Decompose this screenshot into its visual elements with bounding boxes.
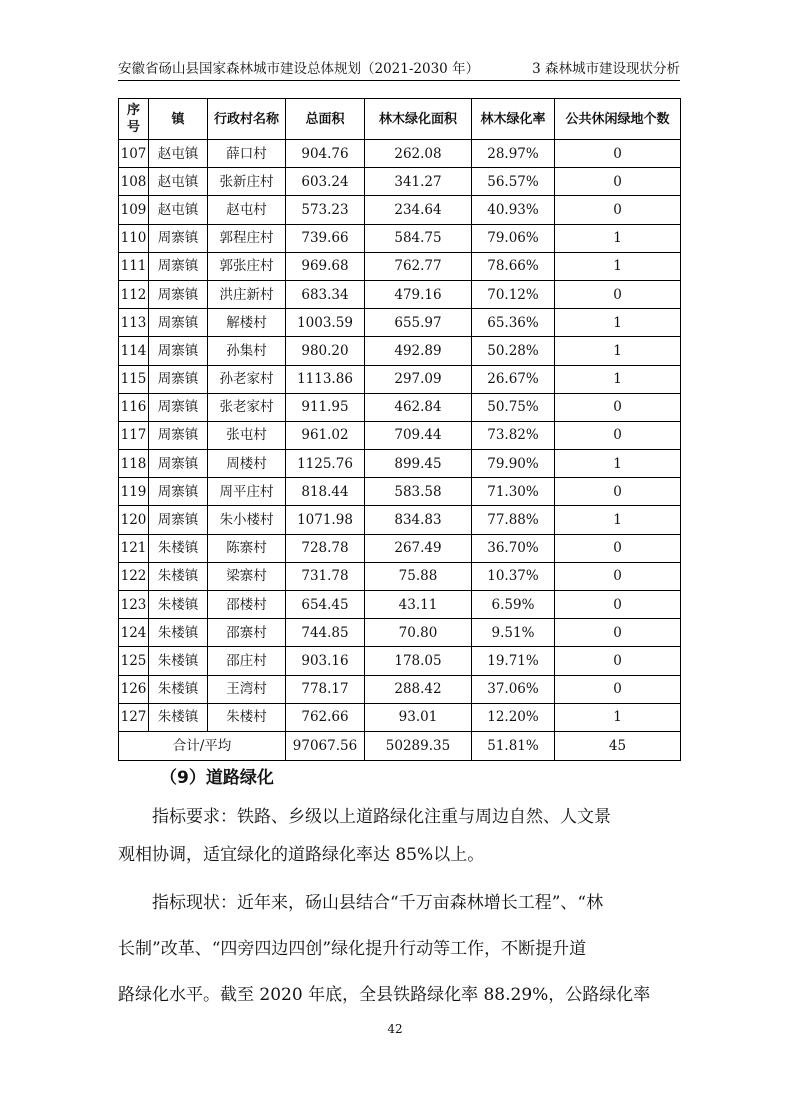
- green-rate: 12.20%: [472, 703, 555, 731]
- park-count: 1: [555, 337, 681, 365]
- page-number: 42: [387, 1022, 403, 1036]
- green-rate: 78.66%: [472, 252, 555, 280]
- paragraph-line: 长制”改革、“四旁四边四创”绿化提升行动等工作，不断提升道: [118, 939, 587, 959]
- table-row: [119, 252, 681, 280]
- row-index: 112: [119, 280, 149, 308]
- green-rate: 40.93%: [472, 196, 555, 224]
- table-body: [119, 140, 681, 732]
- green-rate: 79.90%: [472, 450, 555, 478]
- green-rate: 37.06%: [472, 675, 555, 703]
- park-count: 0: [555, 280, 681, 308]
- village-name: 张屯村: [208, 421, 286, 449]
- total-area: 739.66: [286, 224, 365, 252]
- green-area: 492.89: [365, 337, 472, 365]
- park-count: 0: [555, 478, 681, 506]
- green-area: 262.08: [365, 140, 472, 168]
- green-rate: 79.06%: [472, 224, 555, 252]
- header-document-title: 安徽省砀山县国家森林城市建设总体规划（2021-2030 年）: [118, 61, 480, 77]
- park-count: 0: [555, 140, 681, 168]
- total-area: 969.68: [286, 252, 365, 280]
- village-name: 洪庄新村: [208, 280, 286, 308]
- town-name: 周寨镇: [149, 252, 208, 280]
- paragraph-line: 指标现状：近年来，砀山县结合“千万亩森林增长工程”、“林: [152, 893, 604, 913]
- village-name: 梁寨村: [208, 562, 286, 590]
- total-area: 903.16: [286, 647, 365, 675]
- column-header: 林木绿化面积: [365, 99, 472, 140]
- total-label: 合计/平均: [119, 731, 286, 760]
- total-area: 762.66: [286, 703, 365, 731]
- table-row: [119, 675, 681, 703]
- table-row: [119, 421, 681, 449]
- total-area: 1071.98: [286, 506, 365, 534]
- village-name: 邵楼村: [208, 591, 286, 619]
- town-name: 周寨镇: [149, 506, 208, 534]
- table-row: [119, 309, 681, 337]
- park-count: 1: [555, 224, 681, 252]
- park-count: 0: [555, 168, 681, 196]
- total-area: 980.20: [286, 337, 365, 365]
- column-header: 公共休闲绿地个数: [555, 99, 681, 140]
- green-area: 583.58: [365, 478, 472, 506]
- table-row: [119, 591, 681, 619]
- green-rate: 50.28%: [472, 337, 555, 365]
- total-area: 778.17: [286, 675, 365, 703]
- row-index: 117: [119, 421, 149, 449]
- column-header: 镇: [149, 99, 208, 140]
- village-name: 郭程庄村: [208, 224, 286, 252]
- town-name: 赵屯镇: [149, 168, 208, 196]
- table-row: [119, 450, 681, 478]
- park-count: 0: [555, 393, 681, 421]
- total-area: 573.23: [286, 196, 365, 224]
- village-name: 周平庄村: [208, 478, 286, 506]
- row-index: 123: [119, 591, 149, 619]
- park-count: 1: [555, 365, 681, 393]
- table-row: [119, 280, 681, 308]
- green-rate: 71.30%: [472, 478, 555, 506]
- total-area: 728.78: [286, 534, 365, 562]
- row-index: 115: [119, 365, 149, 393]
- paragraph-line: 观相协调，适宜绿化的道路绿化率达 85%以上。: [118, 845, 485, 865]
- village-name: 解楼村: [208, 309, 286, 337]
- column-header: 林木绿化率: [472, 99, 555, 140]
- total-area: 818.44: [286, 478, 365, 506]
- green-rate: 50.75%: [472, 393, 555, 421]
- green-area: 584.75: [365, 224, 472, 252]
- park-count: 1: [555, 450, 681, 478]
- row-index: 110: [119, 224, 149, 252]
- row-index: 125: [119, 647, 149, 675]
- total-green-area: 50289.35: [365, 731, 472, 760]
- green-area: 93.01: [365, 703, 472, 731]
- park-count: 0: [555, 619, 681, 647]
- table-row: [119, 337, 681, 365]
- town-name: 周寨镇: [149, 478, 208, 506]
- green-area: 341.27: [365, 168, 472, 196]
- table-row: [119, 619, 681, 647]
- green-area: 899.45: [365, 450, 472, 478]
- table-row: [119, 506, 681, 534]
- park-count: 1: [555, 506, 681, 534]
- green-rate: 73.82%: [472, 421, 555, 449]
- total-area: 1003.59: [286, 309, 365, 337]
- town-name: 朱楼镇: [149, 619, 208, 647]
- row-index: 121: [119, 534, 149, 562]
- village-name: 邵庄村: [208, 647, 286, 675]
- table-row: [119, 647, 681, 675]
- column-header: 总面积: [286, 99, 365, 140]
- green-area: 43.11: [365, 591, 472, 619]
- green-area: 762.77: [365, 252, 472, 280]
- row-index: 109: [119, 196, 149, 224]
- village-name: 孙集村: [208, 337, 286, 365]
- town-name: 周寨镇: [149, 280, 208, 308]
- total-area: 654.45: [286, 591, 365, 619]
- park-count: 1: [555, 703, 681, 731]
- village-name: 赵屯村: [208, 196, 286, 224]
- table-row: [119, 562, 681, 590]
- green-rate: 6.59%: [472, 591, 555, 619]
- total-area: 961.02: [286, 421, 365, 449]
- park-count: 0: [555, 591, 681, 619]
- village-name: 陈寨村: [208, 534, 286, 562]
- row-index: 108: [119, 168, 149, 196]
- total-parks: 45: [555, 731, 681, 760]
- village-name: 王湾村: [208, 675, 286, 703]
- town-name: 周寨镇: [149, 450, 208, 478]
- park-count: 0: [555, 421, 681, 449]
- green-area: 834.83: [365, 506, 472, 534]
- village-name: 周楼村: [208, 450, 286, 478]
- village-name: 薛口村: [208, 140, 286, 168]
- town-name: 周寨镇: [149, 309, 208, 337]
- park-count: 0: [555, 196, 681, 224]
- total-area: 744.85: [286, 619, 365, 647]
- green-area: 462.84: [365, 393, 472, 421]
- green-rate: 10.37%: [472, 562, 555, 590]
- column-header: 行政村名称: [208, 99, 286, 140]
- row-index: 113: [119, 309, 149, 337]
- park-count: 1: [555, 309, 681, 337]
- green-area: 75.88: [365, 562, 472, 590]
- town-name: 朱楼镇: [149, 703, 208, 731]
- row-index: 116: [119, 393, 149, 421]
- green-rate: 26.67%: [472, 365, 555, 393]
- total-area: 731.78: [286, 562, 365, 590]
- park-count: 0: [555, 675, 681, 703]
- green-rate: 36.70%: [472, 534, 555, 562]
- table-row: [119, 703, 681, 731]
- town-name: 朱楼镇: [149, 675, 208, 703]
- village-name: 孙老家村: [208, 365, 286, 393]
- row-index: 127: [119, 703, 149, 731]
- green-area: 234.64: [365, 196, 472, 224]
- table-header-row: [119, 99, 681, 140]
- green-rate: 9.51%: [472, 619, 555, 647]
- green-area: 267.49: [365, 534, 472, 562]
- town-name: 赵屯镇: [149, 140, 208, 168]
- header-chapter-title: 3 森林城市建设现状分析: [532, 61, 680, 77]
- green-rate: 28.97%: [472, 140, 555, 168]
- village-name: 朱小楼村: [208, 506, 286, 534]
- town-name: 朱楼镇: [149, 534, 208, 562]
- village-name: 邵寨村: [208, 619, 286, 647]
- page-header: [118, 58, 680, 81]
- park-count: 0: [555, 562, 681, 590]
- row-index: 111: [119, 252, 149, 280]
- table-row: [119, 478, 681, 506]
- green-rate: 70.12%: [472, 280, 555, 308]
- town-name: 朱楼镇: [149, 562, 208, 590]
- table-total-row: [119, 731, 681, 760]
- total-area: 683.34: [286, 280, 365, 308]
- table-row: [119, 224, 681, 252]
- total-area: 904.76: [286, 140, 365, 168]
- table-row: [119, 393, 681, 421]
- paragraph-line: 指标要求：铁路、乡级以上道路绿化注重与周边自然、人文景: [152, 807, 611, 827]
- village-greening-table: [118, 98, 681, 761]
- row-index: 119: [119, 478, 149, 506]
- town-name: 赵屯镇: [149, 196, 208, 224]
- table-row: [119, 365, 681, 393]
- row-index: 118: [119, 450, 149, 478]
- total-area: 1113.86: [286, 365, 365, 393]
- row-index: 114: [119, 337, 149, 365]
- green-area: 70.80: [365, 619, 472, 647]
- green-area: 709.44: [365, 421, 472, 449]
- green-area: 178.05: [365, 647, 472, 675]
- total-area: 97067.56: [286, 731, 365, 760]
- table-row: [119, 168, 681, 196]
- table-row: [119, 196, 681, 224]
- column-header: 序号: [119, 99, 149, 140]
- town-name: 周寨镇: [149, 421, 208, 449]
- row-index: 122: [119, 562, 149, 590]
- green-rate: 19.71%: [472, 647, 555, 675]
- row-index: 120: [119, 506, 149, 534]
- green-rate: 77.88%: [472, 506, 555, 534]
- paragraph-line: 路绿化水平。截至 2020 年底，全县铁路绿化率 88.29%，公路绿化率: [118, 985, 651, 1005]
- table-row: [119, 140, 681, 168]
- green-rate: 65.36%: [472, 309, 555, 337]
- town-name: 周寨镇: [149, 337, 208, 365]
- town-name: 周寨镇: [149, 393, 208, 421]
- row-index: 107: [119, 140, 149, 168]
- green-area: 297.09: [365, 365, 472, 393]
- village-name: 朱楼村: [208, 703, 286, 731]
- row-index: 124: [119, 619, 149, 647]
- green-rate: 56.57%: [472, 168, 555, 196]
- green-area: 655.97: [365, 309, 472, 337]
- green-area: 288.42: [365, 675, 472, 703]
- town-name: 朱楼镇: [149, 647, 208, 675]
- section-title: （9）道路绿化: [160, 768, 274, 788]
- average-green-rate: 51.81%: [472, 731, 555, 760]
- village-name: 张新庄村: [208, 168, 286, 196]
- park-count: 1: [555, 252, 681, 280]
- park-count: 0: [555, 534, 681, 562]
- town-name: 周寨镇: [149, 365, 208, 393]
- green-area: 479.16: [365, 280, 472, 308]
- village-name: 张老家村: [208, 393, 286, 421]
- park-count: 0: [555, 647, 681, 675]
- village-name: 郭张庄村: [208, 252, 286, 280]
- town-name: 周寨镇: [149, 224, 208, 252]
- total-area: 1125.76: [286, 450, 365, 478]
- table-row: [119, 534, 681, 562]
- town-name: 朱楼镇: [149, 591, 208, 619]
- row-index: 126: [119, 675, 149, 703]
- total-area: 911.95: [286, 393, 365, 421]
- total-area: 603.24: [286, 168, 365, 196]
